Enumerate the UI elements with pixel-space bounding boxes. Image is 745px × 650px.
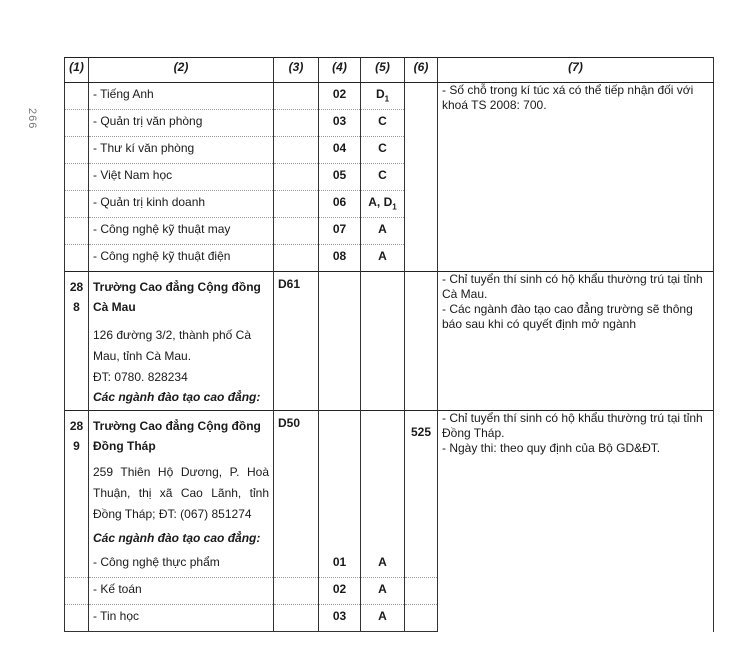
program-code: 02	[319, 83, 361, 110]
school-code: D50	[274, 411, 319, 552]
header-col-1: (1)	[65, 58, 89, 83]
header-row	[65, 58, 714, 83]
note-programs: - Các ngành đào tạo cao đẳng trường sẽ thông báo sau khi có quyết định mở ngành	[442, 302, 693, 331]
exam-group: A	[361, 551, 405, 578]
school-code: D61	[274, 272, 319, 411]
program-name: - Công nghệ thực phẩm	[89, 551, 274, 578]
program-name: - Thư kí văn phòng	[89, 137, 274, 164]
program-name: - Kế toán	[89, 578, 274, 605]
exam-group: C	[361, 110, 405, 137]
program-code: 03	[319, 605, 361, 632]
page-number: 266	[26, 108, 38, 130]
program-code: 05	[319, 164, 361, 191]
exam-group: $D_1$	[361, 83, 405, 110]
header-col-5: (5)	[361, 58, 405, 83]
header-col-4: (4)	[319, 58, 361, 83]
exam-group: A	[361, 245, 405, 272]
program-name: - Tiếng Anh	[89, 83, 274, 110]
exam-group: A	[361, 218, 405, 245]
admissions-table	[64, 57, 714, 632]
header-col-3: (3)	[274, 58, 319, 83]
header-col-7: (7)	[438, 58, 714, 83]
school-phone: ĐT: 0780. 828234	[93, 370, 188, 384]
program-name: - Quản trị văn phòng	[89, 110, 274, 137]
school-row-ca-mau	[65, 272, 714, 411]
program-code: 02	[319, 578, 361, 605]
school-name: Trường Cao đẳng Cộng đồng Đồng Tháp	[93, 419, 261, 453]
note-residency: - Chỉ tuyển thí sinh có hộ khẩu thường trú tại tỉnh Cà Mau.	[442, 272, 703, 301]
school-name: Trường Cao đẳng Cộng đồng Cà Mau	[93, 280, 261, 314]
header-col-2: (2)	[89, 58, 274, 83]
program-name: - Quản trị kinh doanh	[89, 191, 274, 218]
programs-label: Các ngành đào tạo cao đẳng:	[93, 531, 261, 545]
exam-group: C	[361, 137, 405, 164]
program-name: - Tin học	[89, 605, 274, 632]
table-row	[65, 83, 714, 110]
enrollment-quota: 525	[405, 411, 438, 552]
note-exam-date: - Ngày thi: theo quy định của Bộ GD&ĐT.	[442, 441, 661, 455]
school-address: 126 đường 3/2, thành phố Cà Mau, tỉnh Cà Mau.	[93, 328, 252, 363]
program-code: 06	[319, 191, 361, 218]
program-code: 04	[319, 137, 361, 164]
exam-group: A	[361, 605, 405, 632]
exam-group: A, $D_1$	[361, 191, 405, 218]
program-code: 08	[319, 245, 361, 272]
school-index: 28 8	[65, 272, 89, 411]
note-residency: - Chỉ tuyển thí sinh có hộ khẩu thường trú tại tỉnh Đồng Tháp.	[442, 411, 703, 440]
note-dormitory: - Số chỗ trong kí túc xá có thể tiếp nhận đối với khoá TS 2008: 700.	[438, 83, 714, 272]
school-address: 259 Thiên Hộ Dương, P. Hoà Thuận, thị xã Cao Lãnh, tỉnh Đồng Tháp; ĐT: (067) 851274	[93, 465, 269, 521]
program-name: - Công nghệ kỹ thuật may	[89, 218, 274, 245]
program-code: 07	[319, 218, 361, 245]
program-name: - Việt Nam học	[89, 164, 274, 191]
school-row-dong-thap	[65, 411, 714, 552]
program-code: 03	[319, 110, 361, 137]
program-name: - Công nghệ kỹ thuật điện	[89, 245, 274, 272]
exam-group: C	[361, 164, 405, 191]
school-index: 28 9	[65, 411, 89, 552]
header-col-6: (6)	[405, 58, 438, 83]
exam-group: A	[361, 578, 405, 605]
program-code: 01	[319, 551, 361, 578]
programs-label: Các ngành đào tạo cao đẳng:	[93, 390, 261, 404]
